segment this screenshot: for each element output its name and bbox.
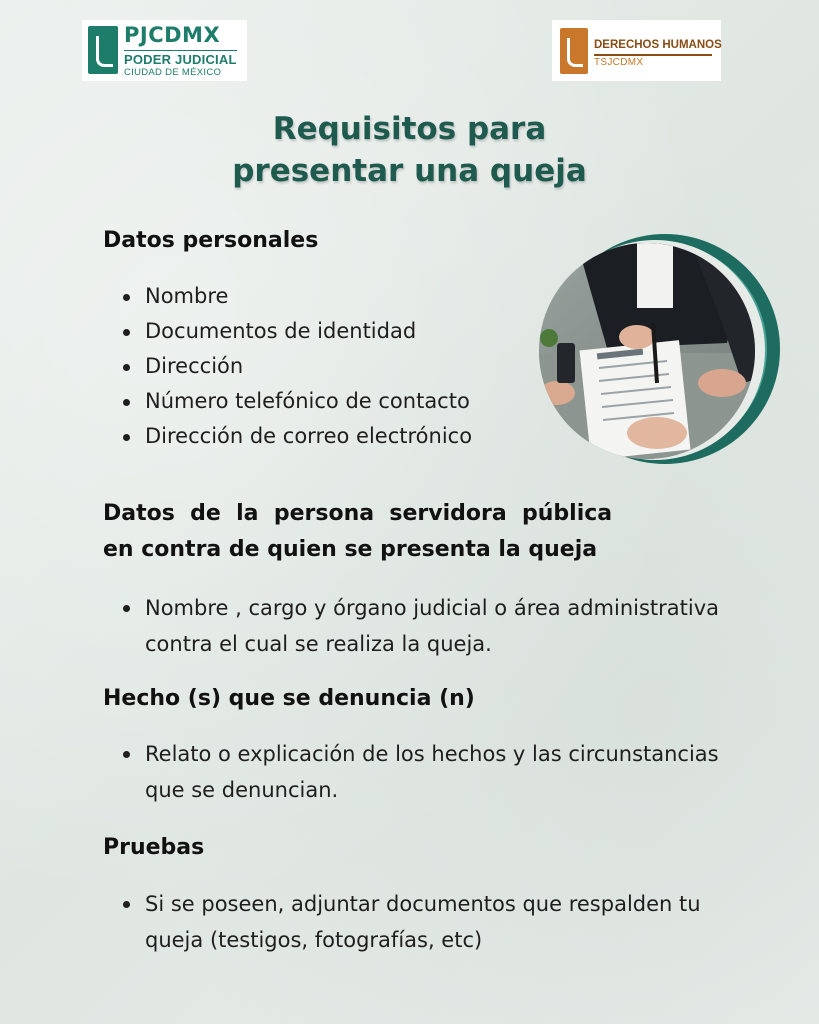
list-item: Nombre — [120, 279, 472, 314]
list-item: Dirección de correo electrónico — [120, 419, 472, 454]
derechos-humanos-emblem-icon — [560, 28, 588, 74]
page-title-line1: Requisitos para — [272, 111, 547, 147]
list-item: Dirección — [120, 349, 472, 384]
list-item: Nombre , cargo y órgano judicial o área administrativa contra el cual se realiza la queja. — [120, 590, 740, 662]
page-title-line2: presentar una queja — [232, 153, 587, 189]
section-heading-hechos: Hecho (s) que se denuncia (n) — [103, 686, 475, 711]
section-heading-servidor-line2: en contra de quien se presenta la queja — [103, 537, 598, 562]
document-signing-photo — [537, 233, 783, 465]
list-item: Relato o explicación de los hechos y las circunstancias que se denuncian. — [120, 736, 740, 808]
hechos-list — [120, 736, 740, 808]
section-heading-personal: Datos personales — [103, 228, 319, 253]
servidor-data-list — [120, 590, 740, 662]
section-heading-servidor — [103, 496, 612, 568]
pruebas-list — [120, 886, 740, 958]
pjcdmx-logo — [82, 20, 247, 81]
pjcdmx-logo-line1: PODER JUDICIAL — [124, 52, 237, 67]
section-heading-pruebas: Pruebas — [103, 835, 205, 860]
list-item: Si se poseen, adjuntar documentos que respalden tu queja (testigos, fotografías, etc) — [120, 886, 740, 958]
logo-divider — [594, 54, 712, 56]
list-item: Documentos de identidad — [120, 314, 472, 349]
pjcdmx-logo-line2: CIUDAD DE MÉXICO — [124, 67, 222, 78]
list-item: Número telefónico de contacto — [120, 384, 472, 419]
pjcdmx-emblem-icon — [88, 26, 118, 74]
section-heading-servidor-line1: Datos de la persona servidora pública — [103, 501, 613, 526]
personal-data-list — [120, 279, 472, 454]
derechos-humanos-logo-title: DERECHOS HUMANOS — [594, 39, 722, 51]
derechos-humanos-logo-subtitle: TSJCDMX — [594, 57, 644, 68]
pjcdmx-logo-title: PJCDMX — [124, 23, 221, 47]
derechos-humanos-logo — [552, 20, 721, 81]
page-title — [0, 108, 819, 192]
